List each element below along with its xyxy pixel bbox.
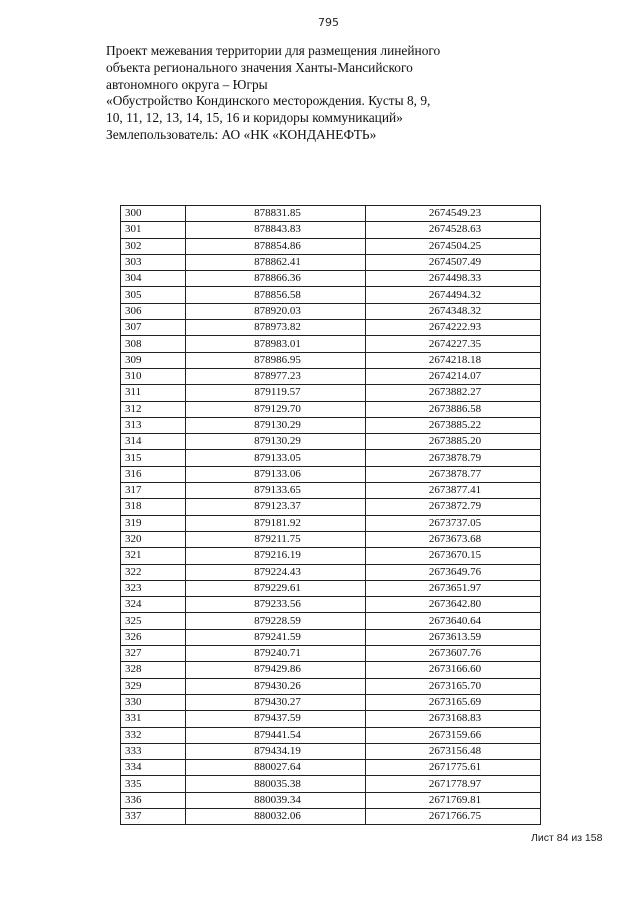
table-row: [121, 320, 541, 336]
x-coordinate-cell: 878983.01: [186, 336, 366, 352]
point-number-cell: 302: [121, 238, 186, 254]
table-row: [121, 401, 541, 417]
x-coordinate-cell: 879228.59: [186, 613, 366, 629]
table-row: [121, 531, 541, 547]
header-line: Проект межевания территории для размещения линейного: [106, 43, 441, 58]
table-row: [121, 808, 541, 824]
point-number-cell: 330: [121, 694, 186, 710]
y-coordinate-cell: 2673649.76: [366, 564, 541, 580]
table-row: [121, 271, 541, 287]
y-coordinate-cell: 2673673.68: [366, 531, 541, 547]
x-coordinate-cell: 878866.36: [186, 271, 366, 287]
y-coordinate-cell: 2673165.70: [366, 678, 541, 694]
table-row: [121, 417, 541, 433]
y-coordinate-cell: 2674507.49: [366, 254, 541, 270]
table-row: [121, 580, 541, 596]
point-number-cell: 321: [121, 548, 186, 564]
point-number-cell: 326: [121, 629, 186, 645]
point-number-cell: 320: [121, 531, 186, 547]
point-number-cell: 322: [121, 564, 186, 580]
x-coordinate-cell: 878831.85: [186, 206, 366, 222]
point-number-cell: 319: [121, 515, 186, 531]
point-number-cell: 334: [121, 760, 186, 776]
document-header: [106, 43, 441, 144]
table-row: [121, 222, 541, 238]
point-number-cell: 309: [121, 352, 186, 368]
x-coordinate-cell: 879430.27: [186, 694, 366, 710]
x-coordinate-cell: 879430.26: [186, 678, 366, 694]
point-number-cell: 310: [121, 368, 186, 384]
table-row: [121, 743, 541, 759]
table-row: [121, 678, 541, 694]
x-coordinate-cell: 879437.59: [186, 711, 366, 727]
y-coordinate-cell: 2674504.25: [366, 238, 541, 254]
point-number-cell: 335: [121, 776, 186, 792]
table-row: [121, 434, 541, 450]
table-row: [121, 466, 541, 482]
table-row: [121, 792, 541, 808]
table-row: [121, 548, 541, 564]
x-coordinate-cell: 879233.56: [186, 597, 366, 613]
y-coordinate-cell: 2671778.97: [366, 776, 541, 792]
point-number-cell: 307: [121, 320, 186, 336]
coordinates-table-body: [121, 206, 541, 825]
point-number-cell: 304: [121, 271, 186, 287]
table-row: [121, 760, 541, 776]
point-number-cell: 324: [121, 597, 186, 613]
point-number-cell: 317: [121, 483, 186, 499]
y-coordinate-cell: 2673640.64: [366, 613, 541, 629]
y-coordinate-cell: 2673878.79: [366, 450, 541, 466]
x-coordinate-cell: 879123.37: [186, 499, 366, 515]
x-coordinate-cell: 878856.58: [186, 287, 366, 303]
x-coordinate-cell: 879229.61: [186, 580, 366, 596]
y-coordinate-cell: 2673886.58: [366, 401, 541, 417]
y-coordinate-cell: 2674222.93: [366, 320, 541, 336]
x-coordinate-cell: 879129.70: [186, 401, 366, 417]
point-number-cell: 318: [121, 499, 186, 515]
table-row: [121, 662, 541, 678]
y-coordinate-cell: 2674498.33: [366, 271, 541, 287]
point-number-cell: 333: [121, 743, 186, 759]
y-coordinate-cell: 2674214.07: [366, 368, 541, 384]
y-coordinate-cell: 2673885.20: [366, 434, 541, 450]
y-coordinate-cell: 2673737.05: [366, 515, 541, 531]
y-coordinate-cell: 2674494.32: [366, 287, 541, 303]
y-coordinate-cell: 2673607.76: [366, 646, 541, 662]
table-row: [121, 646, 541, 662]
point-number-cell: 336: [121, 792, 186, 808]
x-coordinate-cell: 879181.92: [186, 515, 366, 531]
x-coordinate-cell: 879133.06: [186, 466, 366, 482]
point-number-cell: 332: [121, 727, 186, 743]
x-coordinate-cell: 880027.64: [186, 760, 366, 776]
x-coordinate-cell: 880039.34: [186, 792, 366, 808]
point-number-cell: 337: [121, 808, 186, 824]
y-coordinate-cell: 2673878.77: [366, 466, 541, 482]
y-coordinate-cell: 2673613.59: [366, 629, 541, 645]
x-coordinate-cell: 879434.19: [186, 743, 366, 759]
x-coordinate-cell: 878920.03: [186, 303, 366, 319]
point-number-cell: 329: [121, 678, 186, 694]
y-coordinate-cell: 2673156.48: [366, 743, 541, 759]
table-row: [121, 368, 541, 384]
y-coordinate-cell: 2673168.83: [366, 711, 541, 727]
x-coordinate-cell: 878973.82: [186, 320, 366, 336]
y-coordinate-cell: 2674549.23: [366, 206, 541, 222]
table-row: [121, 483, 541, 499]
x-coordinate-cell: 879240.71: [186, 646, 366, 662]
table-row: [121, 711, 541, 727]
y-coordinate-cell: 2673159.66: [366, 727, 541, 743]
y-coordinate-cell: 2671769.81: [366, 792, 541, 808]
sheet-counter: Лист 84 из 158: [531, 832, 603, 844]
table-row: [121, 499, 541, 515]
table-row: [121, 694, 541, 710]
y-coordinate-cell: 2674218.18: [366, 352, 541, 368]
header-line: автономного округа – Югры: [106, 76, 268, 92]
point-number-cell: 316: [121, 466, 186, 482]
point-number-cell: 323: [121, 580, 186, 596]
x-coordinate-cell: 879133.05: [186, 450, 366, 466]
header-line: объекта регионального значения Ханты-Мансийского: [106, 59, 413, 75]
point-number-cell: 314: [121, 434, 186, 450]
table-row: [121, 385, 541, 401]
x-coordinate-cell: 879211.75: [186, 531, 366, 547]
point-number-cell: 331: [121, 711, 186, 727]
y-coordinate-cell: 2674528.63: [366, 222, 541, 238]
x-coordinate-cell: 878854.86: [186, 238, 366, 254]
header-line: Землепользователь: АО «НК «КОНДАНЕФТЬ»: [106, 126, 377, 142]
y-coordinate-cell: 2673882.27: [366, 385, 541, 401]
header-line: 10, 11, 12, 13, 14, 15, 16 и коридоры коммуникаций»: [106, 110, 403, 126]
table-row: [121, 238, 541, 254]
table-row: [121, 287, 541, 303]
y-coordinate-cell: 2673651.97: [366, 580, 541, 596]
point-number-cell: 300: [121, 206, 186, 222]
table-row: [121, 515, 541, 531]
table-row: [121, 254, 541, 270]
y-coordinate-cell: 2673166.60: [366, 662, 541, 678]
x-coordinate-cell: 880035.38: [186, 776, 366, 792]
table-row: [121, 206, 541, 222]
table-row: [121, 776, 541, 792]
x-coordinate-cell: 879130.29: [186, 417, 366, 433]
point-number-cell: 306: [121, 303, 186, 319]
y-coordinate-cell: 2674348.32: [366, 303, 541, 319]
point-number-cell: 312: [121, 401, 186, 417]
point-number-cell: 301: [121, 222, 186, 238]
page-number: 795: [318, 16, 339, 29]
y-coordinate-cell: 2673872.79: [366, 499, 541, 515]
x-coordinate-cell: 879224.43: [186, 564, 366, 580]
point-number-cell: 303: [121, 254, 186, 270]
point-number-cell: 328: [121, 662, 186, 678]
table-row: [121, 564, 541, 580]
x-coordinate-cell: 879119.57: [186, 385, 366, 401]
y-coordinate-cell: 2673165.69: [366, 694, 541, 710]
x-coordinate-cell: 880032.06: [186, 808, 366, 824]
x-coordinate-cell: 878977.23: [186, 368, 366, 384]
coordinates-table: [120, 205, 541, 825]
table-row: [121, 597, 541, 613]
y-coordinate-cell: 2674227.35: [366, 336, 541, 352]
table-row: [121, 303, 541, 319]
y-coordinate-cell: 2671775.61: [366, 760, 541, 776]
x-coordinate-cell: 879133.65: [186, 483, 366, 499]
x-coordinate-cell: 879429.86: [186, 662, 366, 678]
x-coordinate-cell: 879216.19: [186, 548, 366, 564]
x-coordinate-cell: 878843.83: [186, 222, 366, 238]
x-coordinate-cell: 879241.59: [186, 629, 366, 645]
table-row: [121, 629, 541, 645]
table-row: [121, 613, 541, 629]
y-coordinate-cell: 2673885.22: [366, 417, 541, 433]
point-number-cell: 327: [121, 646, 186, 662]
y-coordinate-cell: 2673670.15: [366, 548, 541, 564]
header-line: «Обустройство Кондинского месторождения. Кусты 8, 9,: [106, 93, 431, 109]
x-coordinate-cell: 879441.54: [186, 727, 366, 743]
table-row: [121, 450, 541, 466]
point-number-cell: 325: [121, 613, 186, 629]
x-coordinate-cell: 878986.95: [186, 352, 366, 368]
point-number-cell: 313: [121, 417, 186, 433]
table-row: [121, 352, 541, 368]
y-coordinate-cell: 2673642.80: [366, 597, 541, 613]
x-coordinate-cell: 878862.41: [186, 254, 366, 270]
x-coordinate-cell: 879130.29: [186, 434, 366, 450]
table-row: [121, 727, 541, 743]
point-number-cell: 315: [121, 450, 186, 466]
y-coordinate-cell: 2671766.75: [366, 808, 541, 824]
point-number-cell: 305: [121, 287, 186, 303]
y-coordinate-cell: 2673877.41: [366, 483, 541, 499]
table-row: [121, 336, 541, 352]
point-number-cell: 311: [121, 385, 186, 401]
point-number-cell: 308: [121, 336, 186, 352]
